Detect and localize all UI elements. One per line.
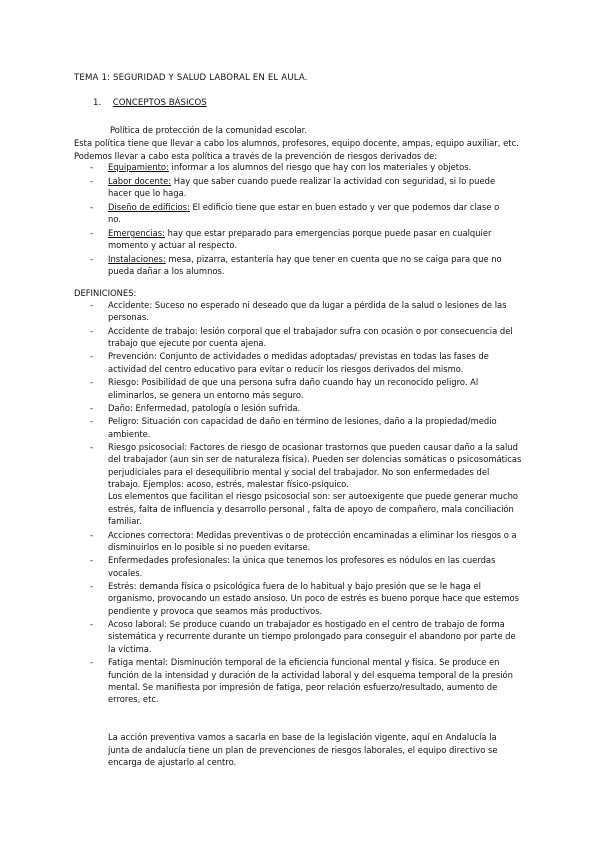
intro-paragraph <box>74 137 544 162</box>
definition-item: - Accidente de trabajo: lesión corporal que el trabajador sufra con ocasión o por consecuencia del trabajo que ejecute por cuenta ajena. <box>90 325 522 350</box>
closing-paragraph: La acción preventiva vamos a sacarla en base de la legislación vigente, aquí en Andalucía la junta de andalucía tiene un plan de prevenciones de riesgos laborales, el equipo directivo se encarga de ajustarlo al centro. <box>108 732 498 768</box>
item-term: Instalaciones: <box>108 254 166 265</box>
definition-item: - Peligro: Situación con capacidad de daño en término de lesiones, daño a la propiedad/medio ambiente. <box>90 415 522 440</box>
definition-item: - Riesgo: Posibilidad de que una persona sufra daño cuando hay un reconocido peligro. Al eliminarlos, se genera un entorno más seguro. <box>90 376 522 401</box>
definition-item: - Fatiga mental: Disminución temporal de la eficiencia funcional mental y física. Se produce en función de la intensidad y duración de la actividad laboral y del esquema temporal de la presión mental. Se manifiesta por impresión de fatiga, peor relación esfuerzo/resultado, aumento de errores, etc. <box>90 656 522 706</box>
item-term: Equipamiento: <box>108 162 169 172</box>
item-text: Hay que saber cuando puede realizar la actividad con seguridad, si lo puede hacer que lo haga. <box>108 175 496 199</box>
list-item <box>90 253 510 278</box>
definitions-heading: DEFINICIONES: <box>74 288 137 298</box>
item-term: Diseño de edificios: <box>108 201 190 212</box>
list-item <box>90 175 510 200</box>
definition-item: - Prevención: Conjunto de actividades o medidas adoptadas/ previstas en todas las fases de actividad del centro educativo para evitar o reducir los riesgos derivados del mismo. <box>90 350 522 375</box>
section-number: 1. <box>93 98 102 108</box>
item-text: hay que estar preparado para emergencias porque puede pasar en cualquier momento y actuar al respecto. <box>108 227 492 251</box>
item-term: Labor docente: <box>108 175 172 186</box>
intro-line: Podemos llevar a cabo esta política a través de la prevención de riesgos derivados de: <box>74 150 438 161</box>
definition-item: - Accidente: Suceso no esperado ni deseado que da lugar a pérdida de la salud o lesiones de las personas. <box>90 299 522 324</box>
risk-sources-list <box>90 161 510 279</box>
policy-title: Política de protección de la comunidad escolar. <box>110 125 307 135</box>
item-text: El edificio tiene que estar en buen estado y ver que podemos dar clase o no. <box>108 201 500 225</box>
definition-item: - Estrés: demanda física o psicológica fuera de lo habitual y bajo presión que se le haga el organismo, provocando un estado ansioso. Un poco de estrés es bueno porque hace que estemos pendiente y provoca que seamos más productivos. <box>90 580 522 617</box>
list-item <box>90 227 510 252</box>
definition-text: - Riesgo psicosocial: Factores de riesgo de ocasionar trastornos que pueden causar daño a la salud del trabajador (aun sin ser de naturaleza física). Pueden ser dolencias somáticas o psicosomáticas perjudiciales para el desequilibrio mental y social del trabajador. No son enfermedades del trabajo. Ejemplos: acoso, estrés, malestar físico-psíquico. <box>108 441 522 490</box>
list-item <box>90 201 510 226</box>
section-title: CONCEPTOS BÁSICOS <box>112 98 207 108</box>
item-term: Emergencias: <box>108 227 165 238</box>
definition-item: - Enfermedades profesionales: la única que tenemos los profesores es nódulos en las cuerdas vocales. <box>90 554 522 579</box>
definition-item: - Acoso laboral: Se produce cuando un trabajador es hostigado en el centro de trabajo de forma sistemática y recurrente durante un tiempo prolongado para conseguir el abandono por parte de la víctima. <box>90 618 522 655</box>
definition-item: - Acciones correctora: Medidas preventivas o de protección encaminadas a eliminar los riesgos o a disminuirlos en lo posible si no pueden evitarse. <box>90 529 522 554</box>
definition-item <box>90 441 522 528</box>
definitions-list <box>90 299 522 707</box>
document-title: TEMA 1: SEGURIDAD Y SALUD LABORAL EN EL AULA. <box>74 73 308 83</box>
item-text: informar a los alumnos del riesgo que hay con los materiales y objetos. <box>168 162 472 172</box>
intro-line: Esta política tiene que llevar a cabo los alumnos, profesores, equipo docente, ampas, equipo auxiliar, etc. <box>74 138 519 148</box>
item-text: mesa, pizarra, estantería hay que tener en cuenta que no se caiga para que no pueda dañar a los alumnos. <box>108 254 502 277</box>
section-heading <box>93 98 207 108</box>
list-item <box>90 161 510 173</box>
definition-item: - Daño: Enfermedad, patología o lesión sufrida. <box>90 402 522 414</box>
definition-extra: Los elementos que facilitan el riesgo psicosocial son: ser autoexigente que puede generar mucho estrés, falta de influencia y desarrollo personal , falta de apoyo de compañero, mala conciliación familiar. <box>108 491 519 527</box>
